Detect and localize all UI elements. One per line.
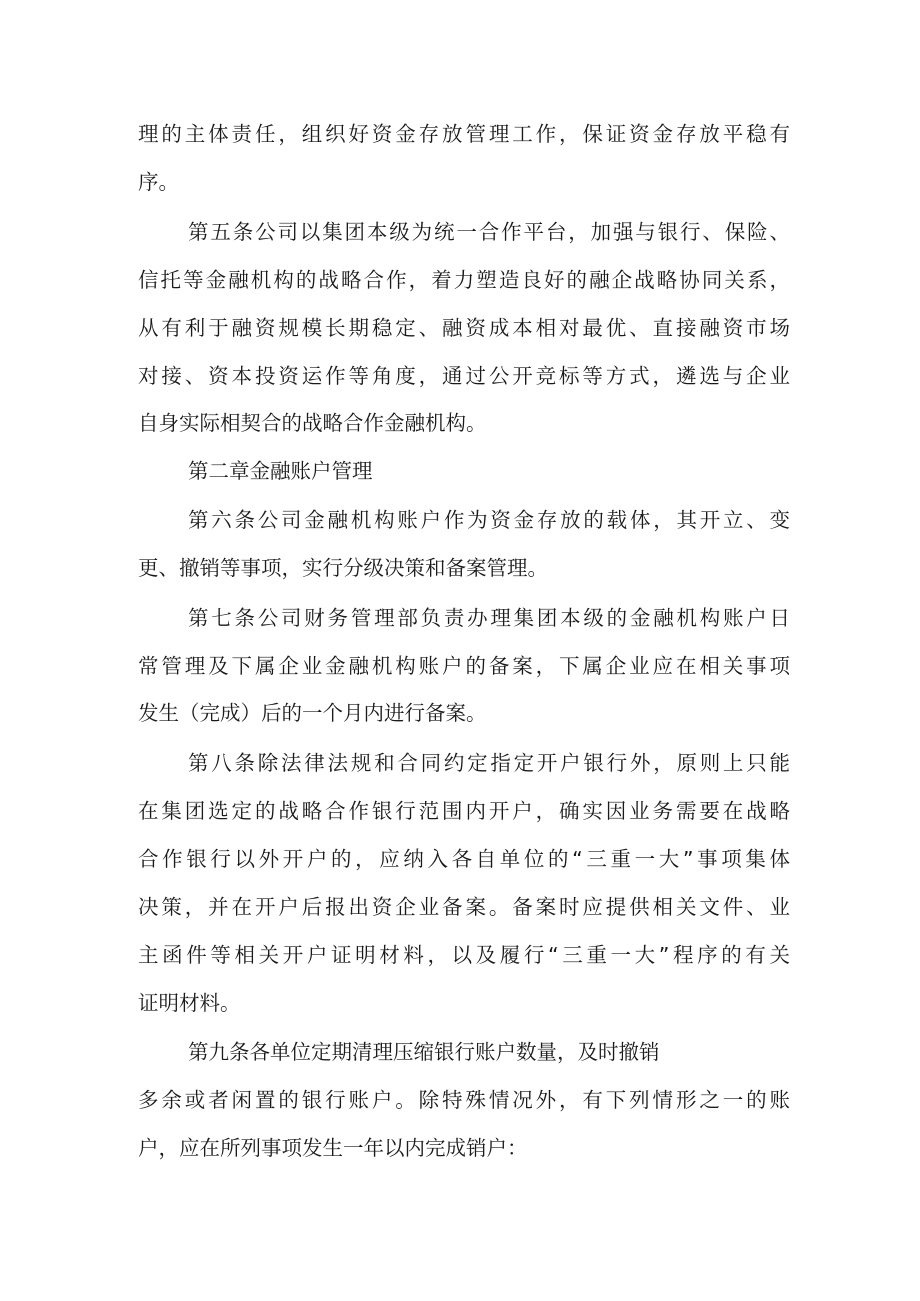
article-7-start: 第七条公司财务管理部负责办理集团本级的金融机构账户日 — [188, 606, 790, 630]
text-line: 从有利于融资规模长期稳定、融资成本相对最优、直接融资市场 — [138, 316, 790, 340]
text-line: 在集团选定的战略合作银行范围内开户，确实因业务需要在战略 — [138, 799, 790, 823]
text-line: 序。 — [138, 170, 179, 194]
text-line: 自身实际相契合的战略合作金融机构。 — [138, 411, 487, 435]
article-6-start: 第六条公司金融机构账户作为资金存放的载体，其开立、变 — [188, 508, 790, 532]
text-line: 户，应在所列事项发生一年以内完成销户： — [138, 1136, 528, 1160]
text-line: 更、撤销等事项，实行分级决策和备案管理。 — [138, 556, 548, 580]
text-line: 主函件等相关开户证明材料，以及履行“三重一大”程序的有关 — [138, 943, 790, 967]
chapter-heading: 第二章金融账户管理 — [188, 459, 373, 483]
text-line: 对接、资本投资运作等角度，通过公开竞标等方式，遴选与企业 — [138, 364, 790, 388]
text-line: 发生（完成）后的一个月内进行备案。 — [138, 701, 487, 725]
text-line: 证明材料。 — [138, 991, 241, 1015]
article-8-start: 第八条除法律法规和合同约定指定开户银行外，原则上只能 — [188, 751, 790, 775]
text-line: 信托等金融机构的战略合作，着力塑造良好的融企战略协同关系， — [138, 268, 790, 292]
text-line: 常管理及下属企业金融机构账户的备案，下属企业应在相关事项 — [138, 654, 790, 678]
article-9-start: 第九条各单位定期清理压缩银行账户数量，及时撤销 — [188, 1040, 660, 1064]
text-line: 决策，并在开户后报出资企业备案。备案时应提供相关文件、业 — [138, 895, 790, 919]
text-line: 多余或者闲置的银行账户。除特殊情况外，有下列情形之一的账 — [138, 1088, 790, 1112]
article-5-start: 第五条公司以集团本级为统一合作平台，加强与银行、保险、 — [188, 220, 790, 244]
text-line: 理的主体责任，组织好资金存放管理工作，保证资金存放平稳有 — [138, 122, 790, 146]
text-line: 合作银行以外开户的，应纳入各自单位的“三重一大”事项集体 — [138, 847, 790, 871]
